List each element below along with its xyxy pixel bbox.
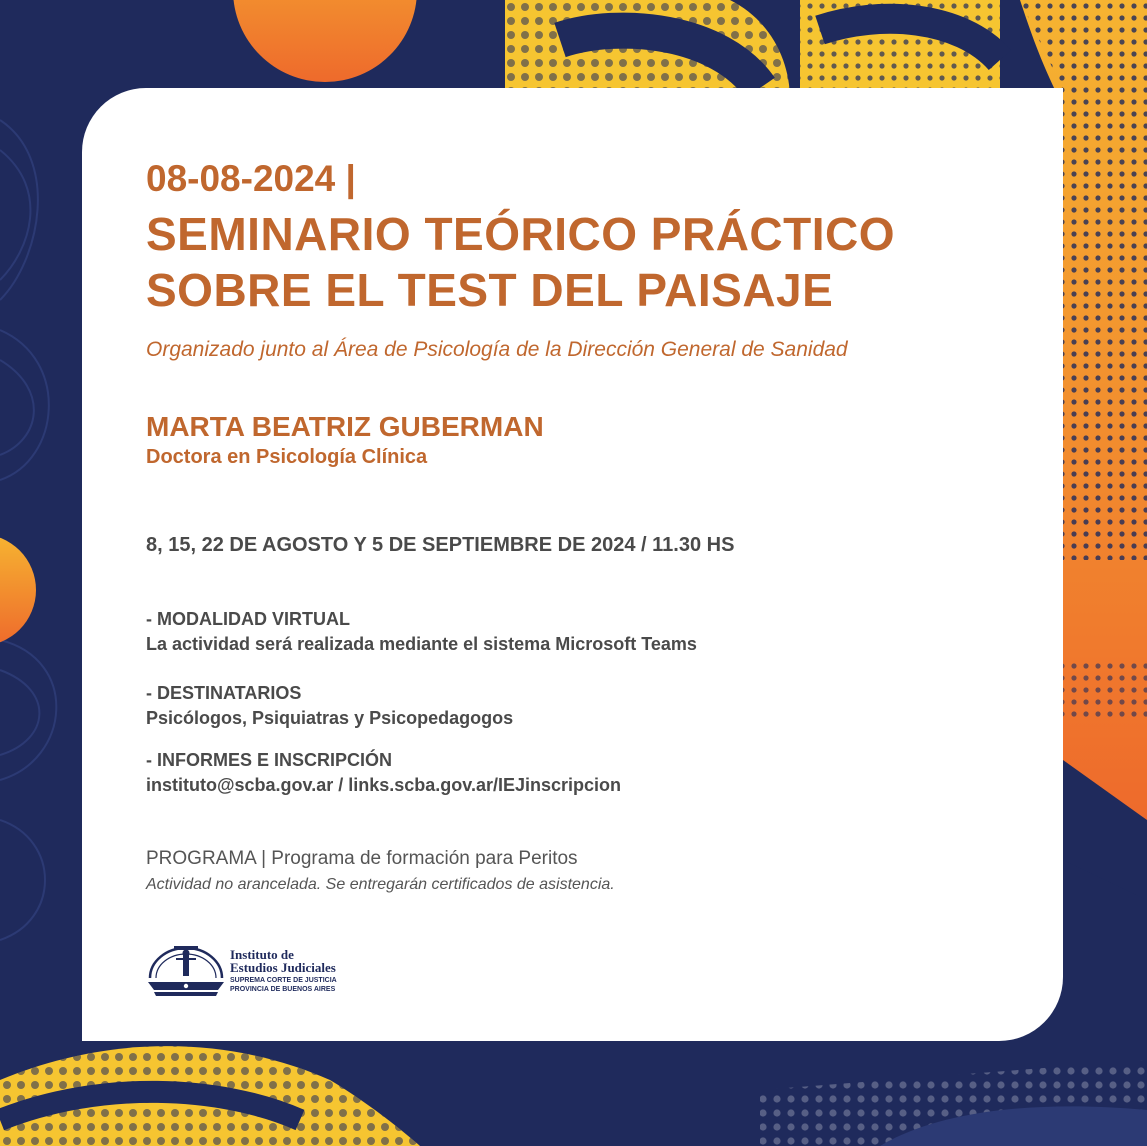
registration-contact-link[interactable]: instituto@scba.gov.ar / links.scba.gov.ar/IEJinscripcion — [146, 775, 622, 795]
event-date: 08-08-2024 | — [146, 158, 356, 199]
logo-line-2: Estudios Judiciales — [230, 960, 336, 975]
section-detail-modality: La actividad será realizada mediante el sistema Microsoft Teams — [146, 634, 697, 654]
event-title — [146, 206, 895, 318]
section-detail-audience: Psicólogos, Psiquiatras y Psicopedagogos — [146, 708, 514, 728]
section-heading-audience: - DESTINATARIOS — [146, 683, 302, 703]
speaker-name: MARTA BEATRIZ GUBERMAN — [146, 411, 544, 442]
institute-logo-text — [230, 948, 337, 994]
event-schedule: 8, 15, 22 DE AGOSTO Y 5 DE SEPTIEMBRE DE 2024 / 11.30 HS — [146, 534, 735, 556]
section-heading-modality: - MODALIDAD VIRTUAL — [146, 609, 350, 629]
logo-line-1: Instituto de — [230, 947, 294, 962]
organized-by-text: Organizado junto al Área de Psicología de la Dirección General de Sanidad — [146, 338, 848, 361]
event-title-line-2: SOBRE EL TEST DEL PAISAJE — [146, 264, 834, 316]
institute-logo — [146, 944, 376, 1000]
program-text: PROGRAMA | Programa de formación para Peritos — [146, 848, 578, 869]
certificate-note: Actividad no arancelada. Se entregarán certificados de asistencia. — [146, 876, 615, 893]
section-heading-registration: - INFORMES E INSCRIPCIÓN — [146, 750, 393, 770]
logo-line-3: SUPREMA CORTE DE JUSTICIA — [230, 977, 337, 984]
speaker-role: Doctora en Psicología Clínica — [146, 446, 428, 468]
institute-emblem-icon — [146, 944, 226, 1000]
event-title-line-1: SEMINARIO TEÓRICO PRÁCTICO — [146, 208, 896, 260]
logo-line-4: PROVINCIA DE BUENOS AIRES — [230, 986, 336, 993]
